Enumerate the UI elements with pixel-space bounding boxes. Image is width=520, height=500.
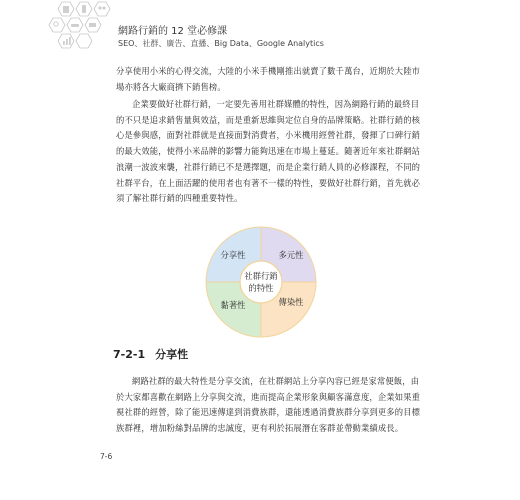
center-label-line1: 社群行銷: [244, 271, 278, 281]
section-title: 分享性: [155, 348, 189, 361]
page-number: 7-6: [100, 452, 113, 461]
label-share: 分享性: [220, 250, 246, 260]
paragraph-1: 分享使用小米的心得交流，大陸的小米手機剛推出就賣了數千萬台，近期於大陸市場亦將各大廠商擠下銷售榜。: [116, 66, 421, 92]
section-heading: [113, 346, 188, 362]
social-marketing-diagram: [206, 227, 316, 337]
section-number: 7-2-1: [113, 348, 146, 361]
paragraph-4: 網路社群的最大特性是分享交流，在社群網站上分享內容已經是家常便飯，由於大家都喜歡在網路上分享與交流，進而提高企業形象與顧客滿意度，企業如果重視社群的經營，除了能迅速傳達到消費族群，還能透過消費族群分享到更多的目標族群裡，增加粉絲對品牌的忠誠度，更有利於拓展潛在客群並帶動業績成長。: [116, 376, 421, 434]
paragraph-2: 企業要做好社群行銷，一定要先善用社群媒體的特性，因為網路行銷的最終目的不只是追求銷售量與效益，而是重新思維與定位自身的品牌策略。社群行銷的核心是參與感，面對社群就是直接面對消費者，小米機用經營社群，發揮了口碑行銷的最大效能，使得小米品牌的影響力能夠迅速在市場上蔓延。隨著近年來社群網站浪潮一波波來襲，社群行銷已不是選擇題，而是企業行銷人員的必修課程，不同的社群平台，在上面活躍的使用者也有著不一樣的特性，要做好社群行銷，首先就必須了解社群行銷的四種重要特性。: [116, 99, 421, 204]
center-circle: [240, 261, 282, 303]
book-title: 網路行銷的 12 堂必修課: [118, 26, 228, 37]
header-icon-cluster: [46, 0, 116, 58]
label-diversity: 多元性: [278, 250, 304, 260]
book-subtitle: SEO、社群、廣告、直播、Big Data、Google Analytics: [118, 39, 324, 48]
label-stickiness: 黏著性: [220, 300, 246, 310]
label-contagion: 傳染性: [278, 297, 304, 307]
people-icon: [94, 2, 110, 16]
magnifier-icon: [49, 18, 65, 32]
center-label-line2: 的特性: [248, 283, 274, 293]
